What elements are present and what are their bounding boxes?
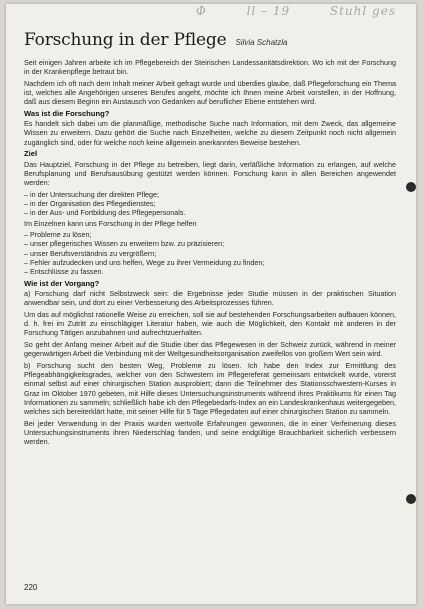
document-page (6, 4, 416, 604)
page-number: 220 (24, 583, 38, 592)
scribble-3: Stuhl ges (329, 4, 396, 18)
paragraph: Seit einigen Jahren arbeite ich im Pflegebereich der Steirischen Landessanitätsdirektion. Wo ich mit der Forschung in der Krankenpflege betraut bin. (24, 58, 396, 77)
title-row (24, 30, 402, 50)
paragraph: a) Forschung darf nicht Selbstzweck sein: die Ergebnisse jeder Studie müssen in der praktischen Situation anwendbar sein, und dort zu einer Verbesserung des Arbeitsprozesses führen. (24, 289, 396, 308)
bullet-list (24, 230, 396, 277)
paragraph: b) Forschung sucht den besten Weg, Probleme zu lösen. Ich habe den Index zur Ermittlung des Pflegeabhängigkeitsgrades, welcher von den Schwestern im Pflegereferat gemeinsam entwickelt wurde, vorerst einmal selbst auf einer chirurgischen Station ausprobiert; dann die Teilnehmer des Stationsschwestern-Kurses in Graz im Oktober 1970 gebeten, mit Hilfe dieses Untersuchungsinstruments während ihres Praktikums für einen Tag Informationen zu sammeln; schließlich habe ich den Pflegebedarfs-Index an ein Landeskrankenhaus weitergegeben, welches sich bereiterklärt hatte, mit seiner Hilfe für 5 Tage Pflegedaten auf einer chirurgischen Station zu sammeln. (24, 360, 396, 417)
list-item: – in der Aus- und Fortbildung des Pflegepersonals. (24, 208, 186, 218)
scribble-1: Φ (196, 4, 207, 18)
paragraph: Nachdem ich oft nach dem Inhalt meiner Arbeit gefragt wurde und überdies glaube, daß Pflegeforschung ein Thema ist, welches alle Angehörigen unseres Berufes angeht, möchte ich Ihnen meine Arbeit vorstellen, in der Hoffnung, daß aus diesem Beginn ein Austausch von Gedanken auf beruflicher Ebene entstehen wird. (24, 78, 396, 107)
section-heading: Was ist die Forschung? (24, 108, 110, 118)
list-item: – in der Untersuchung der direkten Pflege; (24, 189, 160, 199)
paragraph: Um das auf möglichst rationelle Weise zu erreichen, soll sie auf bestehenden Forschungsarbeiten aufbauen können, d. h. frei im Zutritt zu einschlägiger Literatur haben, wie auch die Möglichkeit, den Kontakt mit anderen in der Forschung Tätigen anzubahnen und aufrechtzuerhalten. (24, 309, 396, 338)
scribble-2: ll – 19 (246, 4, 291, 18)
paragraph: Das Hauptziel, Forschung in der Pflege zu betreiben, liegt darin, verläßliche Information zu erlangen, auf welche Berufsplanung und Berufsausübung gestützt werden können. Forschung kann in allen Bereichen angewendet werden: (24, 159, 396, 188)
list-item: – Probleme zu lösen; (24, 229, 92, 239)
handwritten-note (196, 4, 396, 28)
binding-hole-icon (406, 182, 416, 192)
list-item: – Entschlüsse zu fassen. (24, 267, 104, 277)
list-item: – in der Organisation des Pflegedienstes; (24, 198, 156, 208)
paragraph: Es handelt sich dabei um die planmäßige, methodische Suche nach Information, mit dem Zweck, das allgemeine Wissen zu erweitern. Dazu gehört die Suche nach Einzelheiten, welche zu diesem Zeitpunkt noch nicht allgemein zugänglich sind, oder für welche noch keine allgemein anerkannten Beweise bestehen. (24, 119, 396, 147)
list-item: – unser Berufsverständnis zu vergrößern; (24, 248, 157, 258)
section-heading: Wie ist der Vorgang? (24, 278, 100, 288)
binding-hole-icon (406, 494, 416, 504)
article-body (24, 58, 396, 449)
article-author: Silvia Schatzla (235, 38, 288, 47)
paragraph: Bei jeder Verwendung in der Praxis wurden wertvolle Erfahrungen gewonnen, die in einer Verfeinerung dieses Untersuchungsinstruments ihren Niederschlag fanden, und seine endgültige Brauchbarkeit sicherlich verbessern werden. (24, 418, 396, 447)
bullet-list (24, 190, 396, 218)
paragraph: So geht der Anfang meiner Arbeit auf die Studie über das Pflegewesen in der Schweiz zurück, während in meiner gegenwärtigen Arbeit die Verbindung mit der Weltgesundheitsorganisation zweifellos von großem Wert sein wird. (24, 339, 396, 359)
paragraph: Im Einzelnen kann uns Forschung in der Pflege helfen (24, 218, 197, 228)
list-item: – Fehler aufzudecken und uns helfen, Wege zu ihrer Vermeidung zu finden; (24, 258, 265, 267)
section-heading: Ziel (24, 149, 38, 159)
article-title: Forschung in der Pflege (24, 30, 227, 50)
list-item: – unser pflegerisches Wissen zu erweitern bzw. zu präzisieren; (24, 239, 225, 249)
